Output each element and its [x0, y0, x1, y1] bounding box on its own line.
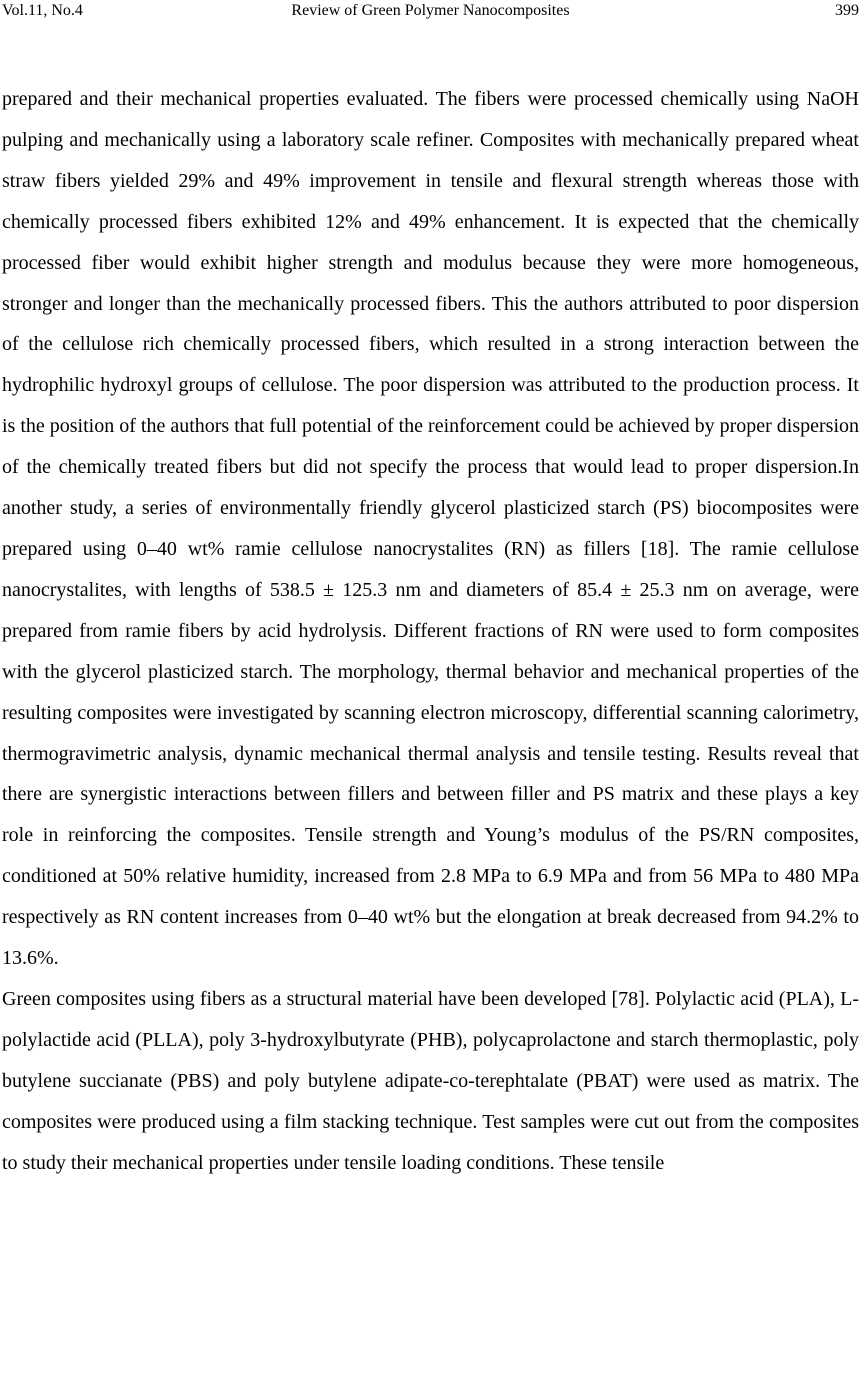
journal-volume: Vol.11, No.4: [2, 2, 83, 19]
paragraph: prepared and their mechanical properties evaluated. The fibers were processed chemically using NaOH pulping and mechanically using a laboratory scale refiner. Composites with mechanically prepared wheat straw fibers yielded 29% and 49% improvement in tensile and flexural strength whereas those with chemically processed fibers exhibited 12% and 49% enhancement. It is expected that the chemically processed fiber would exhibit higher strength and modulus because they were more homogeneous, stronger and longer than the mechanically processed fibers. This the authors attributed to poor dispersion of the cellulose rich chemically processed fibers, which resulted in a strong interaction between the hydrophilic hydroxyl groups of cellulose. The poor dispersion was attributed to the production process. It is the position of the authors that full potential of the reinforcement could be achieved by proper dispersion of the chemically treated fibers but did not specify the process that would lead to proper dispersion.In another study, a series of environmentally friendly glycerol plasticized starch (PS) biocomposites were prepared using 0–40 wt% ramie cellulose nanocrystalites (RN) as fillers [18]. The ramie cellulose nanocrystalites, with lengths of 538.5 ± 125.3 nm and diameters of 85.4 ± 25.3 nm on average, were prepared from ramie fibers by acid hydrolysis. Different fractions of RN were used to form composites with the glycerol plasticized starch. The morphology, thermal behavior and mechanical properties of the resulting composites were investigated by scanning electron microscopy, differential scanning calorimetry, thermogravimetric analysis, dynamic mechanical thermal analysis and tensile testing. Results reveal that there are synergistic interactions between fillers and between filler and PS matrix and these plays a key role in reinforcing the composites. Tensile strength and Young’s modulus of the PS/RN composites, conditioned at 50% relative humidity, increased from 2.8 MPa to 6.9 MPa and from 56 MPa to 480 MPa respectively as RN content increases from 0–40 wt% but the elongation at break decreased from 94.2% to 13.6%.: [2, 88, 859, 970]
body-text: [2, 79, 859, 1183]
running-header: [2, 0, 859, 24]
paragraph: Green composites using fibers as a structural material have been developed [78]. Polylactic acid (PLA), L-polylactide acid (PLLA), poly 3-hydroxylbutyrate (PHB), polycaprolactone and starch thermoplastic, poly butylene succianate (PBS) and poly butylene adipate-co-terephtalate (PBAT) were used as matrix. The composites were produced using a film stacking technique. Test samples were cut out from the composites to study their mechanical properties under tensile loading conditions. These tensile: [2, 987, 859, 1174]
running-title: Review of Green Polymer Nanocomposites: [291, 2, 570, 19]
page-number: 399: [835, 2, 859, 19]
